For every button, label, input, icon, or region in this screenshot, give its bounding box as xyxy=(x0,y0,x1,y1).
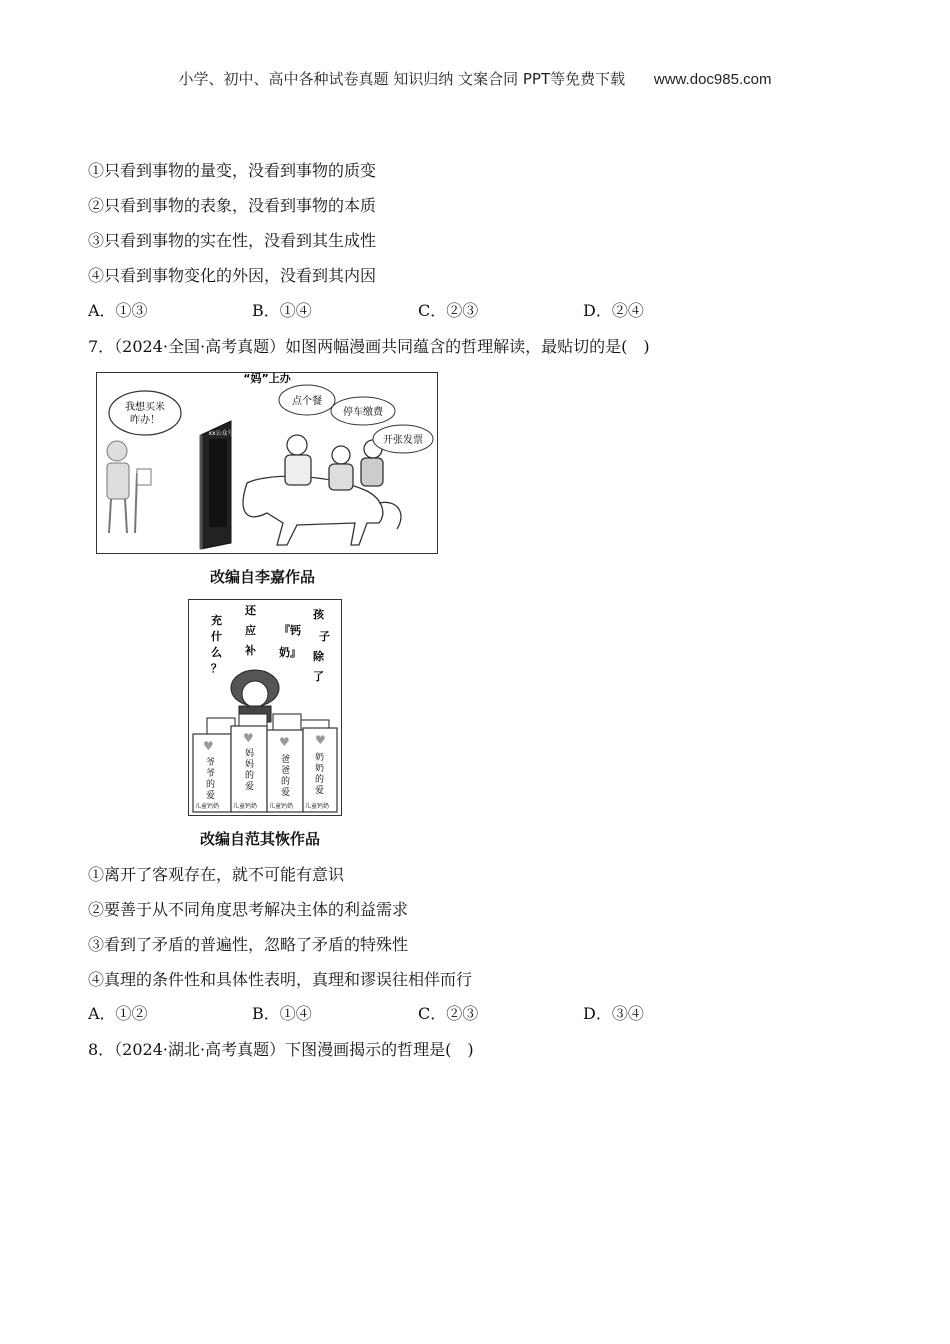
phone-label: xx公众号 xyxy=(208,430,234,437)
q6-option-a[interactable]: A．①③ xyxy=(88,301,148,320)
bubble-invoice-text: 开张发票 xyxy=(383,435,423,446)
q7-item-1: ①离开了客观存在，就不可能有意识 xyxy=(88,865,345,884)
horse-riders xyxy=(243,435,401,545)
col2-char-2: 应 xyxy=(245,624,256,637)
can2-char-1: 妈 xyxy=(245,749,255,759)
phone-icon xyxy=(201,421,234,549)
can2-char-4: 爱 xyxy=(245,782,255,792)
col1-char-3: 么 xyxy=(211,646,222,659)
q6-item-4: ④只看到事物变化的外因，没看到其内因 xyxy=(88,266,377,285)
can1-char-3: 的 xyxy=(206,780,216,790)
can2-brand: 儿童钙奶 xyxy=(233,803,258,810)
q6-option-d[interactable]: D．②④ xyxy=(583,301,644,320)
q7-stem: 7．（2024·全国·高考真题）如图两幅漫画共同蕴含的哲理解读，最贴切的是( ) xyxy=(88,337,650,356)
col3-char-2: 奶』 xyxy=(279,646,301,659)
cartoon-2-vertical-text xyxy=(211,603,330,683)
can3-char-4: 爱 xyxy=(281,788,291,798)
can4-char-2: 奶 xyxy=(315,764,325,774)
grandma-bubble-line2: 咋办！ xyxy=(130,415,160,426)
col4-char-3: 除 xyxy=(313,650,324,663)
cartoon-2 xyxy=(188,599,342,816)
page-header xyxy=(0,68,950,89)
bubble-order-food-text: 点个餐 xyxy=(292,396,322,407)
can4-char-1: 奶 xyxy=(315,753,325,763)
col4-char-4: 了 xyxy=(313,670,324,683)
can4-char-4: 爱 xyxy=(315,786,325,796)
can2-char-2: 妈 xyxy=(245,760,255,770)
heart-icon: ♥ xyxy=(243,731,254,745)
q6-item-3: ③只看到事物的实在性，没看到其生成性 xyxy=(88,231,377,250)
can3-char-1: 爸 xyxy=(281,755,291,765)
cartoon-1 xyxy=(96,372,438,554)
q6-item-1: ①只看到事物的量变，没看到事物的质变 xyxy=(88,161,377,180)
q6-option-b[interactable]: B．①④ xyxy=(252,301,312,320)
q7-option-d[interactable]: D．③④ xyxy=(583,1004,644,1023)
q7-item-2: ②要善于从不同角度思考解决主体的利益需求 xyxy=(88,900,409,919)
header-text: 小学、初中、高中各种试卷真题 知识归纳 文案合同 PPT等免费下载 xyxy=(178,70,626,88)
can4-brand: 儿童钙奶 xyxy=(305,803,330,810)
q7-option-b[interactable]: B．①④ xyxy=(252,1004,312,1023)
col4-char-1: 孩 xyxy=(313,608,324,621)
q7-item-4: ④真理的条件性和具体性表明，真理和谬误往相伴而行 xyxy=(88,970,473,989)
can1-char-1: 爷 xyxy=(206,758,216,768)
grandma-bubble xyxy=(109,391,181,435)
col2-char-1: 还 xyxy=(245,604,256,617)
col1-char-2: 什 xyxy=(211,630,222,643)
heart-icon: ♥ xyxy=(203,739,214,753)
can3-char-3: 的 xyxy=(281,777,291,787)
bubble-parking-text: 停车缴费 xyxy=(343,407,383,418)
grandma-bubble-line1: 我想买米 xyxy=(125,402,165,413)
col4-char-2: 子 xyxy=(319,630,330,643)
grandma-figure xyxy=(107,441,151,533)
can3-char-2: 爸 xyxy=(281,766,291,776)
q7-option-c[interactable]: C．②③ xyxy=(418,1004,479,1023)
can1-char-4: 爱 xyxy=(206,791,216,801)
header-url[interactable]: www.doc985.com xyxy=(653,71,772,88)
heart-icon: ♥ xyxy=(279,735,290,749)
cartoon-1-drawing xyxy=(97,373,437,553)
q7-option-a[interactable]: A．①② xyxy=(88,1004,148,1023)
q8-stem: 8．（2024·湖北·高考真题）下图漫画揭示的哲理是( ) xyxy=(88,1040,474,1059)
can1-brand: 儿童钙奶 xyxy=(195,803,220,810)
col2-char-3: 补 xyxy=(245,644,256,657)
col1-char-1: 充 xyxy=(211,614,222,627)
cartoon-2-caption: 改编自范其恢作品 xyxy=(200,830,321,848)
cartoon-1-title: “妈”上办 xyxy=(243,373,291,385)
heart-icon: ♥ xyxy=(315,733,326,747)
can3-brand: 儿童钙奶 xyxy=(269,803,294,810)
can4-char-3: 的 xyxy=(315,775,325,785)
q7-item-3: ③看到了矛盾的普遍性，忽略了矛盾的特殊性 xyxy=(88,935,409,954)
can2-char-3: 的 xyxy=(245,771,255,781)
col1-char-4: ？ xyxy=(211,662,222,675)
can1-char-2: 爷 xyxy=(206,769,216,779)
q6-option-c[interactable]: C．②③ xyxy=(418,301,479,320)
cartoon-2-drawing xyxy=(189,600,341,815)
cartoon-1-caption: 改编自李嘉作品 xyxy=(210,568,316,586)
q6-item-2: ②只看到事物的表象，没看到事物的本质 xyxy=(88,196,377,215)
col3-char-1: 『钙 xyxy=(279,624,301,637)
